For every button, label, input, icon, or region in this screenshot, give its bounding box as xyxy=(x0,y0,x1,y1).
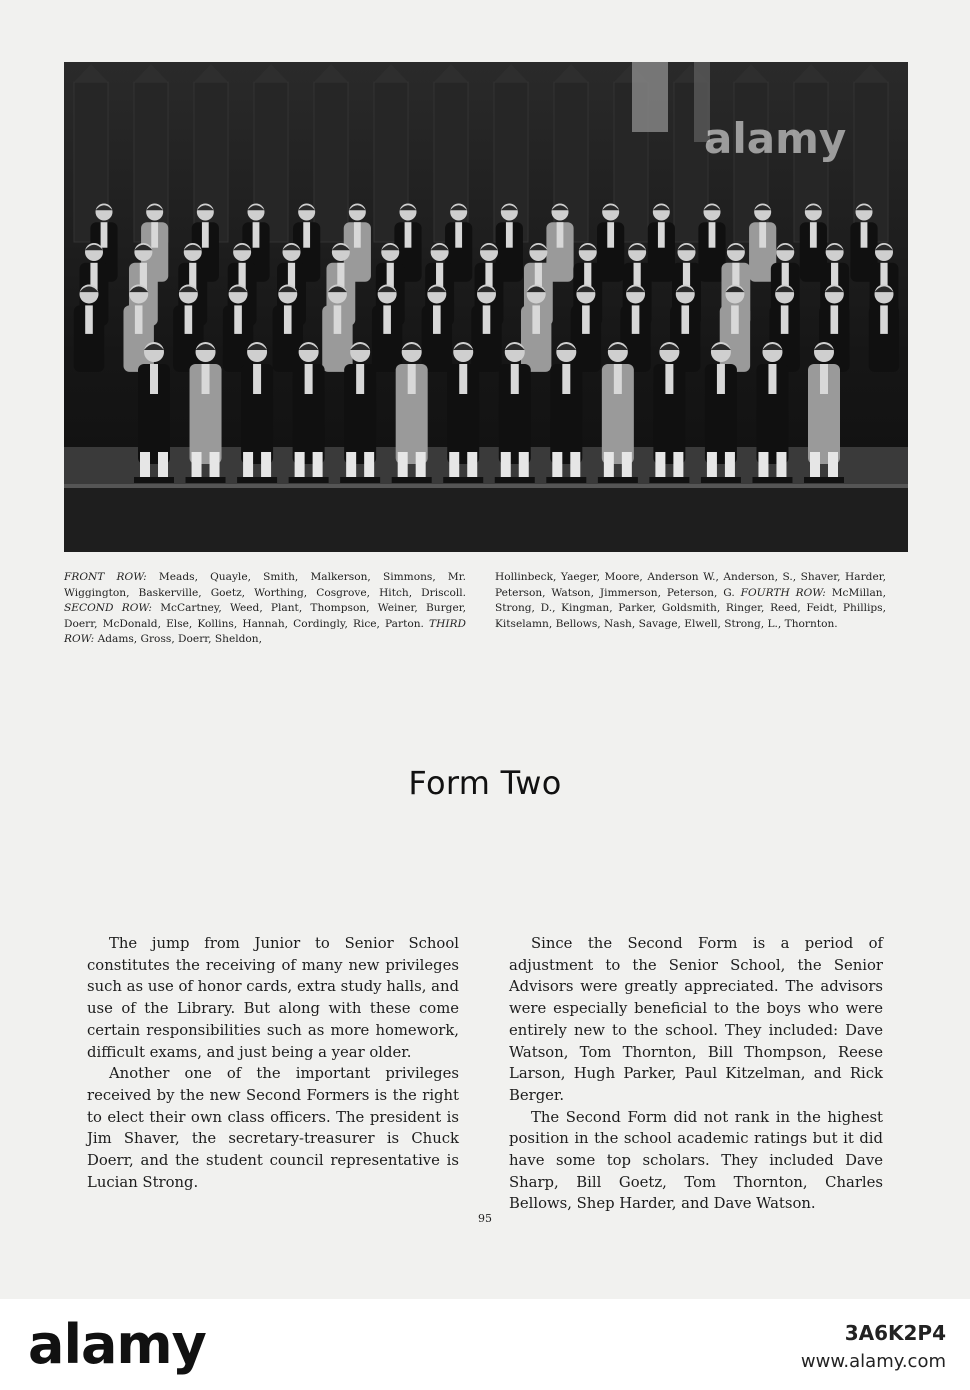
caption-label: FOURTH ROW: xyxy=(740,586,826,599)
caption-text: McCartney, Weed, Plant, Thompson, Weiner, Burger, Doerr, McDonald, Else, Kollins, Hannah, Cordingly, Rice, Parton. xyxy=(64,602,466,630)
stage-edge xyxy=(64,484,908,488)
chair-seat xyxy=(289,477,329,483)
person-shirt xyxy=(185,305,193,334)
person-shirt xyxy=(731,305,739,334)
chair-seat xyxy=(804,477,844,483)
body-column-right xyxy=(509,933,883,1215)
person-shirt xyxy=(334,305,342,334)
chair-seat xyxy=(237,477,277,483)
caption-label: THIRD ROW: xyxy=(64,617,466,645)
stage-front xyxy=(64,487,908,552)
person-shirt xyxy=(284,305,292,334)
person-shirt xyxy=(455,222,462,248)
chair-seat xyxy=(392,477,432,483)
person-shirt xyxy=(557,222,564,248)
chair-seat xyxy=(752,477,792,483)
body-column-left xyxy=(87,933,459,1193)
person-shirt xyxy=(861,222,868,248)
person-shirt xyxy=(202,364,210,394)
person-shirt xyxy=(483,305,491,334)
person-shirt xyxy=(101,222,108,248)
person-shirt xyxy=(151,222,158,248)
person-shirt xyxy=(305,364,313,394)
person-shirt xyxy=(532,305,540,334)
stock-footer xyxy=(0,1299,970,1390)
chair-seat xyxy=(598,477,638,483)
person-shirt xyxy=(658,222,665,248)
chair-seat xyxy=(546,477,586,483)
person-shirt xyxy=(150,364,158,394)
alamy-logo: alamy xyxy=(28,1313,206,1376)
person-shirt xyxy=(632,305,640,334)
person-shirt xyxy=(253,222,260,248)
caption-text: Hollinbeck, Yaeger, Moore, Anderson W., Anderson, S., Shaver, Harder, Peterson, Watson, Jimmerson, Peterson, G. xyxy=(495,571,886,599)
person-shirt xyxy=(582,305,590,334)
site-url: www.alamy.com xyxy=(800,1351,946,1372)
group-photo-image xyxy=(64,62,908,552)
flag xyxy=(694,62,710,142)
person-shirt xyxy=(810,222,817,248)
paragraph: The jump from Junior to Senior School constitutes the receiving of many new privileges such as use of honor cards, extra study halls, and use of the Library. But along with these come certain responsibilities such as more homework, difficult exams, and just being a year older. xyxy=(87,935,459,1061)
wall-panel xyxy=(314,82,348,242)
person-shirt xyxy=(511,364,519,394)
caption-label: SECOND ROW: xyxy=(64,602,152,614)
image-id: 3A6K2P4 xyxy=(844,1321,946,1345)
caption-text: McMillan, Strong, D., Kingman, Parker, Goldsmith, Ringer, Reed, Feidt, Phillips, Kitselamn, Bellows, Nash, Savage, Elwell, Strong, L., Thornton. xyxy=(495,586,887,630)
chair-seat xyxy=(495,477,535,483)
person-shirt xyxy=(681,305,689,334)
chair-seat xyxy=(649,477,689,483)
page-number: 95 xyxy=(478,1212,492,1225)
chair-seat xyxy=(701,477,741,483)
person-shirt xyxy=(405,222,412,248)
caption-text: Meads, Quayle, Smith, Malkerson, Simmons, Mr. Wiggington, Baskerville, Goetz, Worthing, Cosgrove, Hitch, Driscoll. xyxy=(64,571,466,599)
person-shirt xyxy=(459,364,467,394)
person-shirt xyxy=(614,364,622,394)
group-photo xyxy=(64,62,908,552)
person-shirt xyxy=(820,364,828,394)
paragraph: Since the Second Form is a period of adjustment to the Senior School, the Senior Advisors were greatly appreciated. The advisors were especially beneficial to the boys who were entirely new to the school. They included: Dave Watson, Tom Thornton, Bill Thompson, Reese Larson, Hugh Parker, Paul Kitzelman, and Rick Berger. xyxy=(509,935,883,1104)
person-shirt xyxy=(383,305,391,334)
paragraph: The Second Form did not rank in the highest position in the school academic ratings but it did have some top scholars. They included Dave Sharp, Bill Goetz, Tom Thornton, Charles Bellows, Shep Harder, and Dave Watson. xyxy=(509,1108,883,1213)
person-shirt xyxy=(356,364,364,394)
footer-info xyxy=(801,1321,946,1372)
page-title: Form Two xyxy=(408,764,562,802)
chair-seat xyxy=(186,477,226,483)
person-shirt xyxy=(202,222,209,248)
person-shirt xyxy=(408,364,416,394)
person-shirt xyxy=(562,364,570,394)
person-shirt xyxy=(781,305,789,334)
person-shirt xyxy=(303,222,310,248)
chair-seat xyxy=(443,477,483,483)
person-shirt xyxy=(253,364,261,394)
person-shirt xyxy=(607,222,614,248)
person-shirt xyxy=(880,305,888,334)
person-shirt xyxy=(135,305,143,334)
chair-seat xyxy=(340,477,380,483)
person-shirt xyxy=(85,305,93,334)
flag xyxy=(632,62,668,132)
person-shirt xyxy=(768,364,776,394)
person-shirt xyxy=(665,364,673,394)
person-shirt xyxy=(709,222,716,248)
person-shirt xyxy=(354,222,361,248)
caption-label: FRONT ROW: xyxy=(64,571,147,583)
person-shirt xyxy=(506,222,513,248)
person-shirt xyxy=(831,305,839,334)
caption-right xyxy=(495,570,886,632)
caption-left xyxy=(64,570,466,648)
chair-seat xyxy=(134,477,174,483)
person-shirt xyxy=(234,305,242,334)
person-shirt xyxy=(433,305,441,334)
person-shirt xyxy=(717,364,725,394)
person-shirt xyxy=(759,222,766,248)
paragraph: Another one of the important privileges received by the new Second Formers is the right to elect their own class officers. The president is Jim Shaver, the secretary-treasurer is Chuck Doerr, and the student council representative is Lucian Strong. xyxy=(87,1065,459,1191)
photo-watermark: alamy xyxy=(704,114,847,163)
caption-text: Adams, Gross, Doerr, Sheldon, xyxy=(94,633,262,645)
